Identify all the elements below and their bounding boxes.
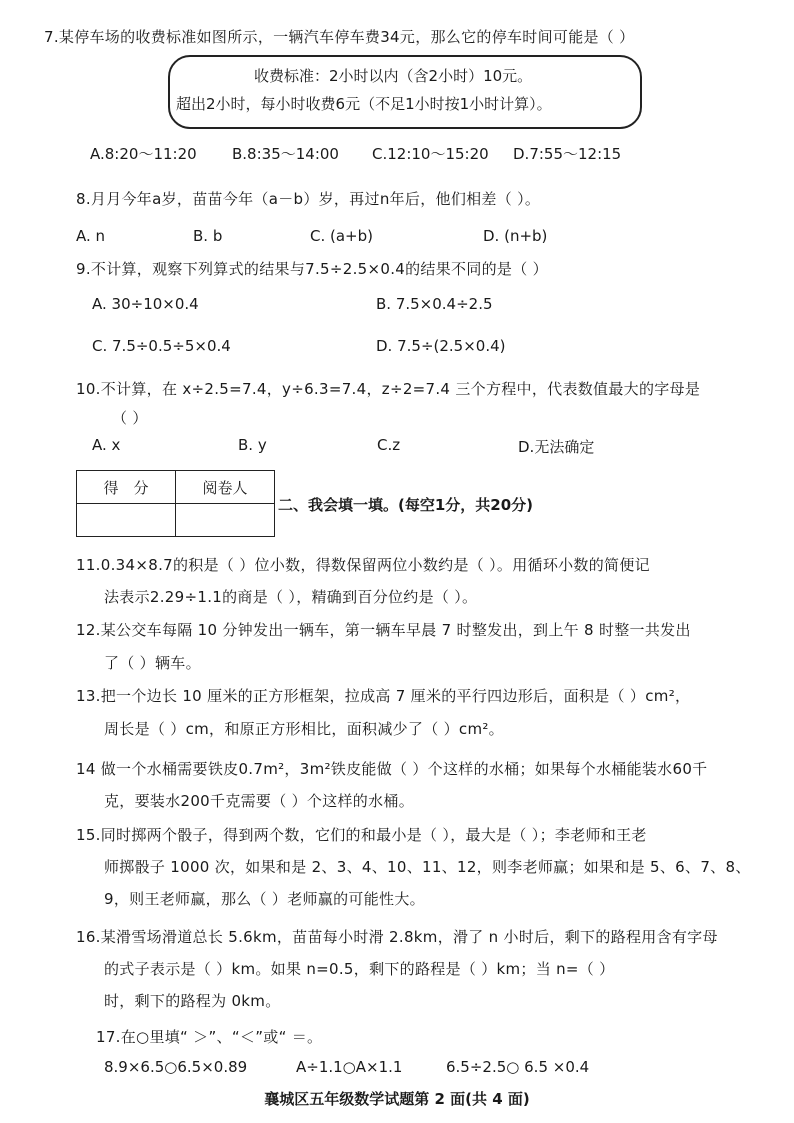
q7-option-b: B.8:35～14:00 bbox=[232, 145, 339, 163]
q12-line-1: 12.某公交车每隔 10 分钟发出一辆车，第一辆车早晨 7 时整发出，到上午 8 时整一共发出 bbox=[76, 621, 691, 639]
page-footer: 襄城区五年级数学试题第 2 面(共 4 面) bbox=[264, 1090, 530, 1108]
q14-line-2: 克，要装水200千克需要（ ）个这样的水桶。 bbox=[104, 792, 415, 810]
q7-option-c: C.12:10～15:20 bbox=[372, 145, 489, 163]
q14-line-1: 14 做一个水桶需要铁皮0.7m²，3m²铁皮能做（ ）个这样的水桶；如果每个水桶能装水60千 bbox=[76, 760, 708, 778]
fee-line-1: 收费标准：2小时以内（含2小时）10元。 bbox=[254, 67, 533, 85]
q9-option-d: D. 7.5÷(2.5×0.4) bbox=[376, 337, 506, 355]
q10-stem: 10.不计算，在 x÷2.5=7.4，y÷6.3=7.4，z÷2=7.4 三个方程中，代表数值最大的字母是 bbox=[76, 380, 701, 398]
q10-option-a: A. x bbox=[92, 436, 121, 454]
q17-item-1[interactable]: 8.9×6.5○6.5×0.89 bbox=[104, 1058, 248, 1076]
fee-standard-box bbox=[168, 55, 642, 129]
q10-option-c: C.z bbox=[377, 436, 401, 454]
q16-line-2: 的式子表示是（ ）km。如果 n=0.5，剩下的路程是（ ）km；当 n=（ ） bbox=[104, 960, 615, 978]
q7-stem: 7.某停车场的收费标准如图所示，一辆汽车停车费34元，那么它的停车时间可能是（ ） bbox=[44, 28, 635, 46]
q16-line-3: 时，剩下的路程为 0km。 bbox=[104, 992, 281, 1010]
q13-line-1: 13.把一个边长 10 厘米的正方形框架，拉成高 7 厘米的平行四边形后，面积是（ ）cm²， bbox=[76, 687, 691, 705]
q10-option-d: D.无法确定 bbox=[518, 438, 595, 456]
q10-option-b: B. y bbox=[238, 436, 267, 454]
q17-stem: 17.在○里填“ ＞”、“＜”或“ ＝。 bbox=[96, 1028, 323, 1046]
q8-option-d: D. (n+b) bbox=[483, 227, 548, 245]
q17-item-2[interactable]: A÷1.1○A×1.1 bbox=[296, 1058, 403, 1076]
q11-line-1: 11.0.34×8.7的积是（ ）位小数，得数保留两位小数约是（ ）。用循环小数的简便记 bbox=[76, 556, 650, 574]
q10-stem-cont: （ ） bbox=[112, 409, 148, 427]
q11-line-2: 法表示2.29÷1.1的商是（ ），精确到百分位约是（ ）。 bbox=[104, 588, 478, 606]
q9-option-b: B. 7.5×0.4÷2.5 bbox=[376, 295, 493, 313]
q7-option-d: D.7:55～12:15 bbox=[513, 145, 622, 163]
grader-label: 阅卷人 bbox=[176, 471, 275, 504]
score-table bbox=[76, 470, 275, 537]
q15-line-3: 9，则王老师赢，那么（ ）老师赢的可能性大。 bbox=[104, 890, 425, 908]
section-2-heading: 二、我会填一填。(每空1分，共20分) bbox=[278, 496, 534, 514]
q12-line-2: 了（ ）辆车。 bbox=[104, 654, 201, 672]
q15-line-2: 师掷骰子 1000 次，如果和是 2、3、4、10、11、12，则李老师赢；如果和是 5、6、7、8、 bbox=[104, 858, 751, 876]
q9-option-a: A. 30÷10×0.4 bbox=[92, 295, 199, 313]
q8-option-b: B. b bbox=[193, 227, 223, 245]
q7-option-a: A.8:20～11:20 bbox=[90, 145, 197, 163]
q15-line-1: 15.同时掷两个骰子，得到两个数，它们的和最小是（ ），最大是（ ）；李老师和王老 bbox=[76, 826, 647, 844]
fee-line-2: 超出2小时，每小时收费6元（不足1小时按1小时计算）。 bbox=[176, 95, 552, 113]
q16-line-1: 16.某滑雪场滑道总长 5.6km，苗苗每小时滑 2.8km，滑了 n 小时后，剩下的路程用含有字母 bbox=[76, 928, 718, 946]
q8-stem: 8.月月今年a岁，苗苗今年（a－b）岁，再过n年后，他们相差（ ）。 bbox=[76, 190, 541, 208]
q9-option-c: C. 7.5÷0.5÷5×0.4 bbox=[92, 337, 231, 355]
q8-option-c: C. (a+b) bbox=[310, 227, 373, 245]
q13-line-2: 周长是（ ）cm，和原正方形相比，面积减少了（ ）cm²。 bbox=[104, 720, 504, 738]
q8-option-a: A. n bbox=[76, 227, 106, 245]
q9-stem: 9.不计算，观察下列算式的结果与7.5÷2.5×0.4的结果不同的是（ ） bbox=[76, 260, 548, 278]
q17-item-3[interactable]: 6.5÷2.5○ 6.5 ×0.4 bbox=[446, 1058, 590, 1076]
score-label: 得 分 bbox=[77, 471, 176, 504]
score-cell[interactable] bbox=[77, 504, 176, 537]
grader-cell[interactable] bbox=[176, 504, 275, 537]
